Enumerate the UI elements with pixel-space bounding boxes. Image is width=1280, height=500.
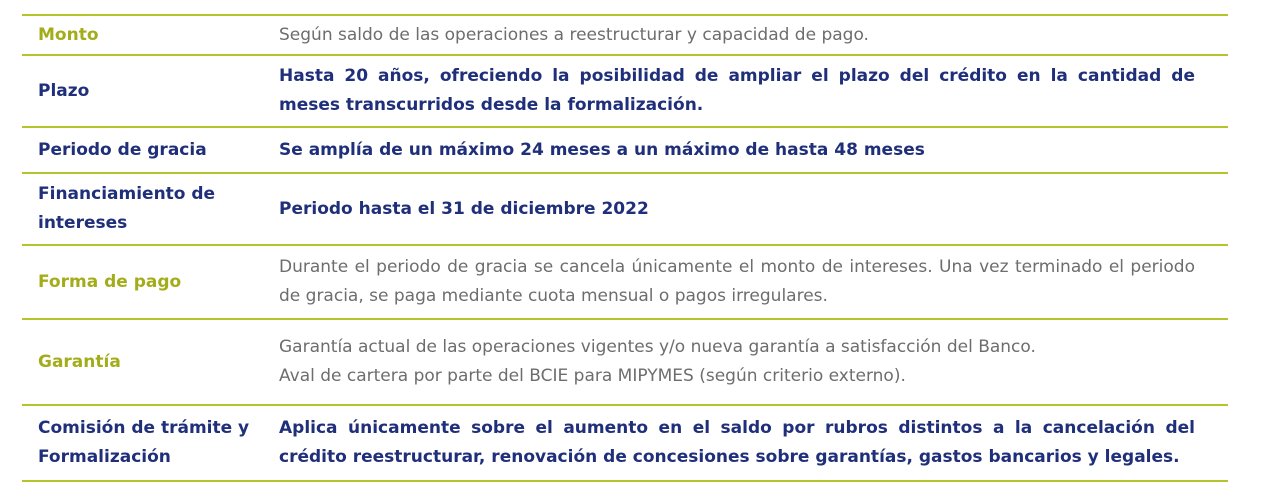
row-value-line: Hasta 20 años, ofreciendo la posibilidad de ampliar el plazo del crédito en la cantidad de meses transcurridos desde la formalización.: [279, 66, 1195, 115]
table-row-comision: [22, 406, 1228, 482]
table-row-financiamiento: [22, 174, 1228, 246]
row-value-line: Durante el periodo de gracia se cancela únicamente el monto de intereses. Una vez terminado el periodo de gracia, se paga mediante cuota mensual o pagos irregulares.: [279, 257, 1195, 306]
row-label: Plazo: [38, 80, 90, 101]
row-value-line: Aval de cartera por parte del BCIE para MIPYMES (según criterio externo).: [279, 366, 906, 386]
row-label: Financiamiento de intereses: [38, 184, 216, 233]
row-value: [279, 333, 1195, 391]
row-label: Garantía: [38, 351, 121, 372]
row-value-line: Se amplía de un máximo 24 meses a un máximo de hasta 48 meses: [279, 139, 925, 160]
terms-table: [22, 14, 1228, 482]
row-value: [279, 195, 1195, 224]
row-label: Monto: [38, 24, 99, 45]
row-value-line: Periodo hasta el 31 de diciembre 2022: [279, 198, 649, 219]
row-value-line: Según saldo de las operaciones a reestructurar y capacidad de pago.: [279, 24, 869, 45]
row-label: Comisión de trámite y Formalización: [38, 418, 250, 467]
row-value: [279, 136, 1195, 165]
table-row-forma-pago: [22, 246, 1228, 320]
row-value: [279, 414, 1195, 472]
row-value-line: Garantía actual de las operaciones vigentes y/o nueva garantía a satisfacción del Banco.: [279, 337, 1036, 357]
table-row-plazo: [22, 56, 1228, 128]
row-label: Forma de pago: [38, 271, 182, 292]
table-row-periodo-gracia: [22, 128, 1228, 174]
row-value-line: Aplica únicamente sobre el aumento en el saldo por rubros distintos a la cancelación del crédito reestructurar, renovación de concesiones sobre garantías, gastos bancarios y legales.: [279, 418, 1195, 467]
row-value: [279, 253, 1195, 311]
row-value: [279, 62, 1195, 120]
row-value: [279, 21, 1195, 50]
row-label: Periodo de gracia: [38, 139, 207, 160]
table-row-monto: [22, 16, 1228, 56]
table-row-garantia: [22, 320, 1228, 406]
